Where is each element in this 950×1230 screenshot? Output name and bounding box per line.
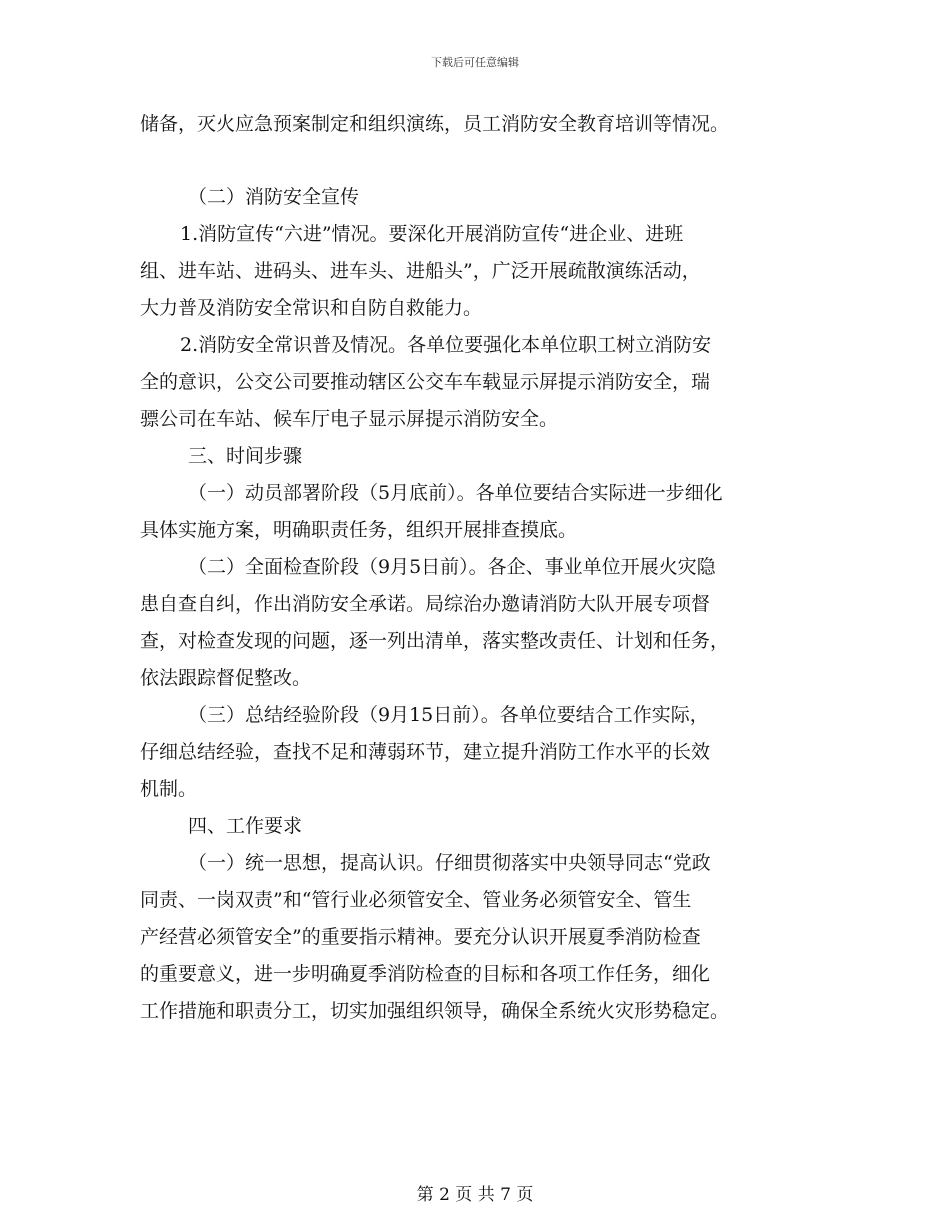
paragraph-line: 仔细总结经验，查找不足和薄弱环节，建立提升消防工作水平的长效: [140, 741, 711, 763]
paragraph-line: 的重要意义，进一步明确夏季消防检查的目标和各项工作任务，细化: [140, 963, 711, 985]
paragraph-line: （二）全面检查阶段（9月5日前）。各企、事业单位开展火灾隐: [188, 556, 716, 578]
paragraph-line: 全的意识，公交公司要推动辖区公交车车载显示屏提示消防安全，瑞: [140, 371, 711, 393]
paragraph-line: 2.消防安全常识普及情况。各单位要强化本单位职工树立消防安: [180, 334, 712, 356]
page-header: 下载后可任意编辑: [431, 56, 519, 69]
document-body: [140, 106, 810, 1030]
paragraph-line: 依法跟踪督促整改。: [140, 667, 312, 689]
paragraph-line: 患自查自纠，作出消防安全承诺。局综治办邀请消防大队开展专项督: [140, 593, 711, 615]
page-number-footer: 第 2 页 共 7 页: [416, 1185, 534, 1205]
paragraph-line: （三）总结经验阶段（9月15日前）。各单位要结合工作实际，: [188, 704, 709, 726]
paragraph-line: 储备，灭火应急预案制定和组织演练，员工消防安全教育培训等情况。: [140, 113, 730, 135]
paragraph-line: 组、进车站、进码头、进车头、进船头”，广泛开展疏散演练活动，: [140, 260, 701, 282]
paragraph-line: 骠公司在车站、候车厅电子显示屏提示消防安全。: [140, 408, 559, 430]
paragraph-line: 同责、一岗双责”和“管行业必须管安全、管业务必须管安全、管生: [140, 889, 692, 911]
paragraph-line: 查，对检查发现的问题，逐一列出清单，落实整改责任、计划和任务，: [140, 630, 730, 652]
paragraph-gap: [140, 143, 810, 179]
section-heading: （二）消防安全宣传: [188, 186, 360, 208]
paragraph-line: 工作措施和职责分工，切实加强组织领导，确保全系统火灾形势稳定。: [140, 1000, 730, 1022]
section-heading: 三、时间步骤: [188, 445, 303, 467]
paragraph-line: 产经营必须管安全”的重要指示精神。要充分认识开展夏季消防检查: [140, 926, 701, 948]
paragraph-line: （一）统一思想，提高认识。仔细贯彻落实中央领导同志“党政: [188, 852, 711, 874]
paragraph-line: 机制。: [140, 778, 198, 800]
paragraph-line: 1.消防宣传“六进”情况。要深化开展消防宣传“进企业、进班: [180, 223, 684, 245]
paragraph-line: 大力普及消防安全常识和自防自救能力。: [140, 297, 483, 319]
paragraph-line: 具体实施方案，明确职责任务，组织开展排查摸底。: [140, 519, 578, 541]
section-heading: 四、工作要求: [188, 815, 303, 837]
paragraph-line: （一）动员部署阶段（5月底前）。各单位要结合实际进一步细化: [188, 482, 723, 504]
